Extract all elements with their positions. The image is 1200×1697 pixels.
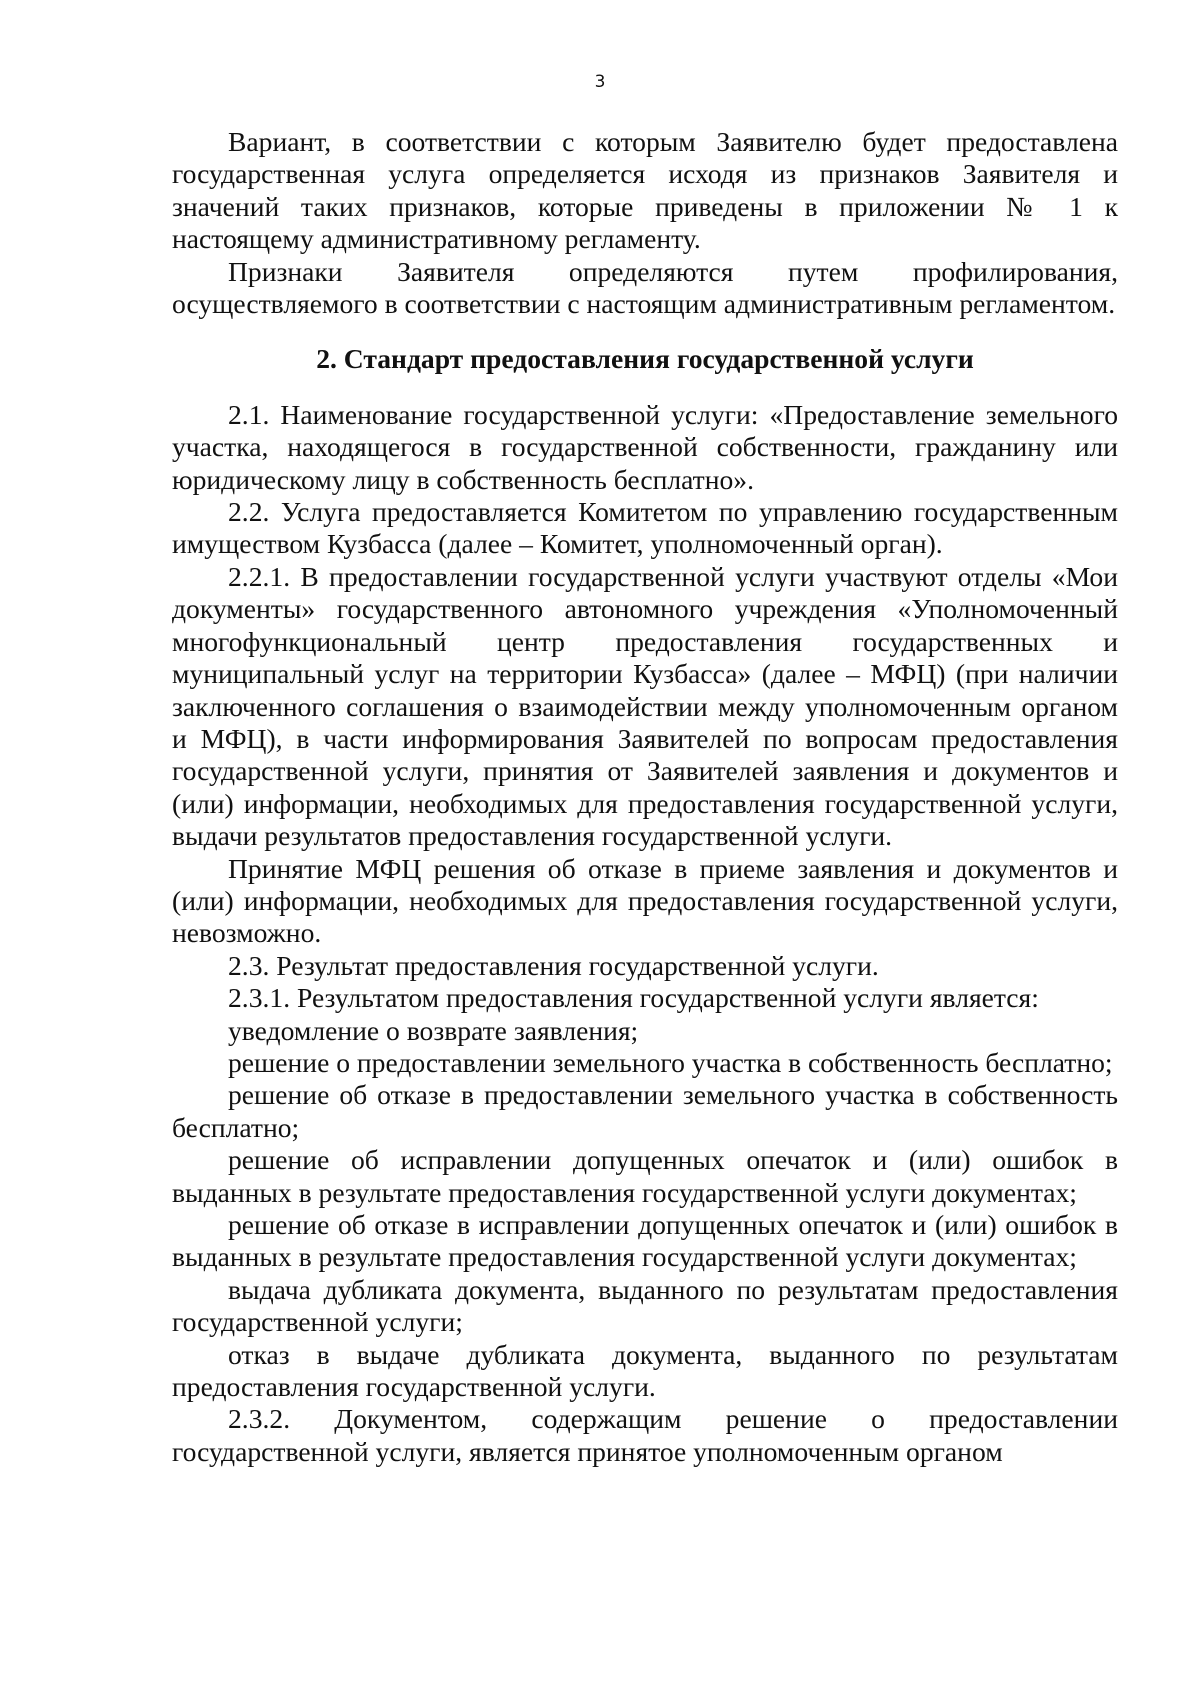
paragraph-2-2: 2.2. Услуга предоставляется Комитетом по управлению государственным имуществом Кузбасса (далее – Комитет, уполномоченный орган). [172,496,1118,560]
result-item-duplicate: выдача дубликата документа, выданного по результатам предоставления государственной услуги; [172,1273,1118,1338]
paragraph-mfc-refusal: Принятие МФЦ решения об отказе в приеме заявления и документов и (или) информации, необходимых для предоставления государственной услуги, невозможно. [172,852,1118,949]
result-item-grant-decision: решение о предоставлении земельного участка в собственность бесплатно; [228,1046,1113,1078]
paragraph-2-2-1: 2.2.1. В предоставлении государственной услуги участвуют отделы «Мои документы» государственного автономного учреждения «Уполномоченный многофункциональный центр предоставления государственных и муниципальный услуг на территории Кузбасса» (далее – МФЦ) (при наличии заключенного соглашения о взаимодействии между уполномоченным органом и МФЦ), в части информирования Заявителей по вопросам предоставления государственной услуги, принятия от Заявителей заявления и документов и (или) информации, необходимых для предоставления государственной услуги, выдачи результатов предоставления государственной услуги. [172,560,1118,852]
paragraph-2-3-1: 2.3.1. Результатом предоставления государственной услуги является: [228,982,1039,1014]
result-item-return-notice: уведомление о возврате заявления; [228,1014,639,1046]
paragraph-2-1: 2.1. Наименование государственной услуги: «Предоставление земельного участка, находящегося в государственной собственности, гражданину или юридическому лицу в собственность бесплатно». [172,398,1118,495]
document-body [172,126,1118,1468]
paragraph-2-3-2: 2.3.2. Документом, содержащим решение о предоставлении государственной услуги, является принятое уполномоченным органом [172,1403,1118,1467]
intro-paragraph-signs: Признаки Заявителя определяются путем профилирования, осуществляемого в соответствии с настоящим административным регламентом. [172,255,1118,320]
result-item-refusal-decision: решение об отказе в предоставлении земельного участка в собственность бесплатно; [172,1079,1118,1143]
result-item-correction-refusal: решение об отказе в исправлении допущенных опечаток и (или) ошибок в выданных в результате предоставления государственной услуги документах; [172,1209,1118,1273]
result-item-correction-decision: решение об исправлении допущенных опечаток и (или) ошибок в выданных в результате предоставления государственной услуги документах; [172,1144,1118,1208]
section-heading: 2. Стандарт предоставления государственной услуги [316,343,974,375]
paragraph-2-3: 2.3. Результат предоставления государственной услуги. [228,949,879,981]
result-item-duplicate-refusal: отказ в выдаче дубликата документа, выданного по результатам предоставления государственной услуги. [172,1338,1118,1403]
page-number: 3 [594,72,606,92]
intro-paragraph-variant: Вариант, в соответствии с которым Заявителю будет предоставлена государственная услуга определяется исходя из признаков Заявителя и значений таких признаков, которые приведены в приложении № 1 к настоящему административному регламенту. [172,126,1118,255]
